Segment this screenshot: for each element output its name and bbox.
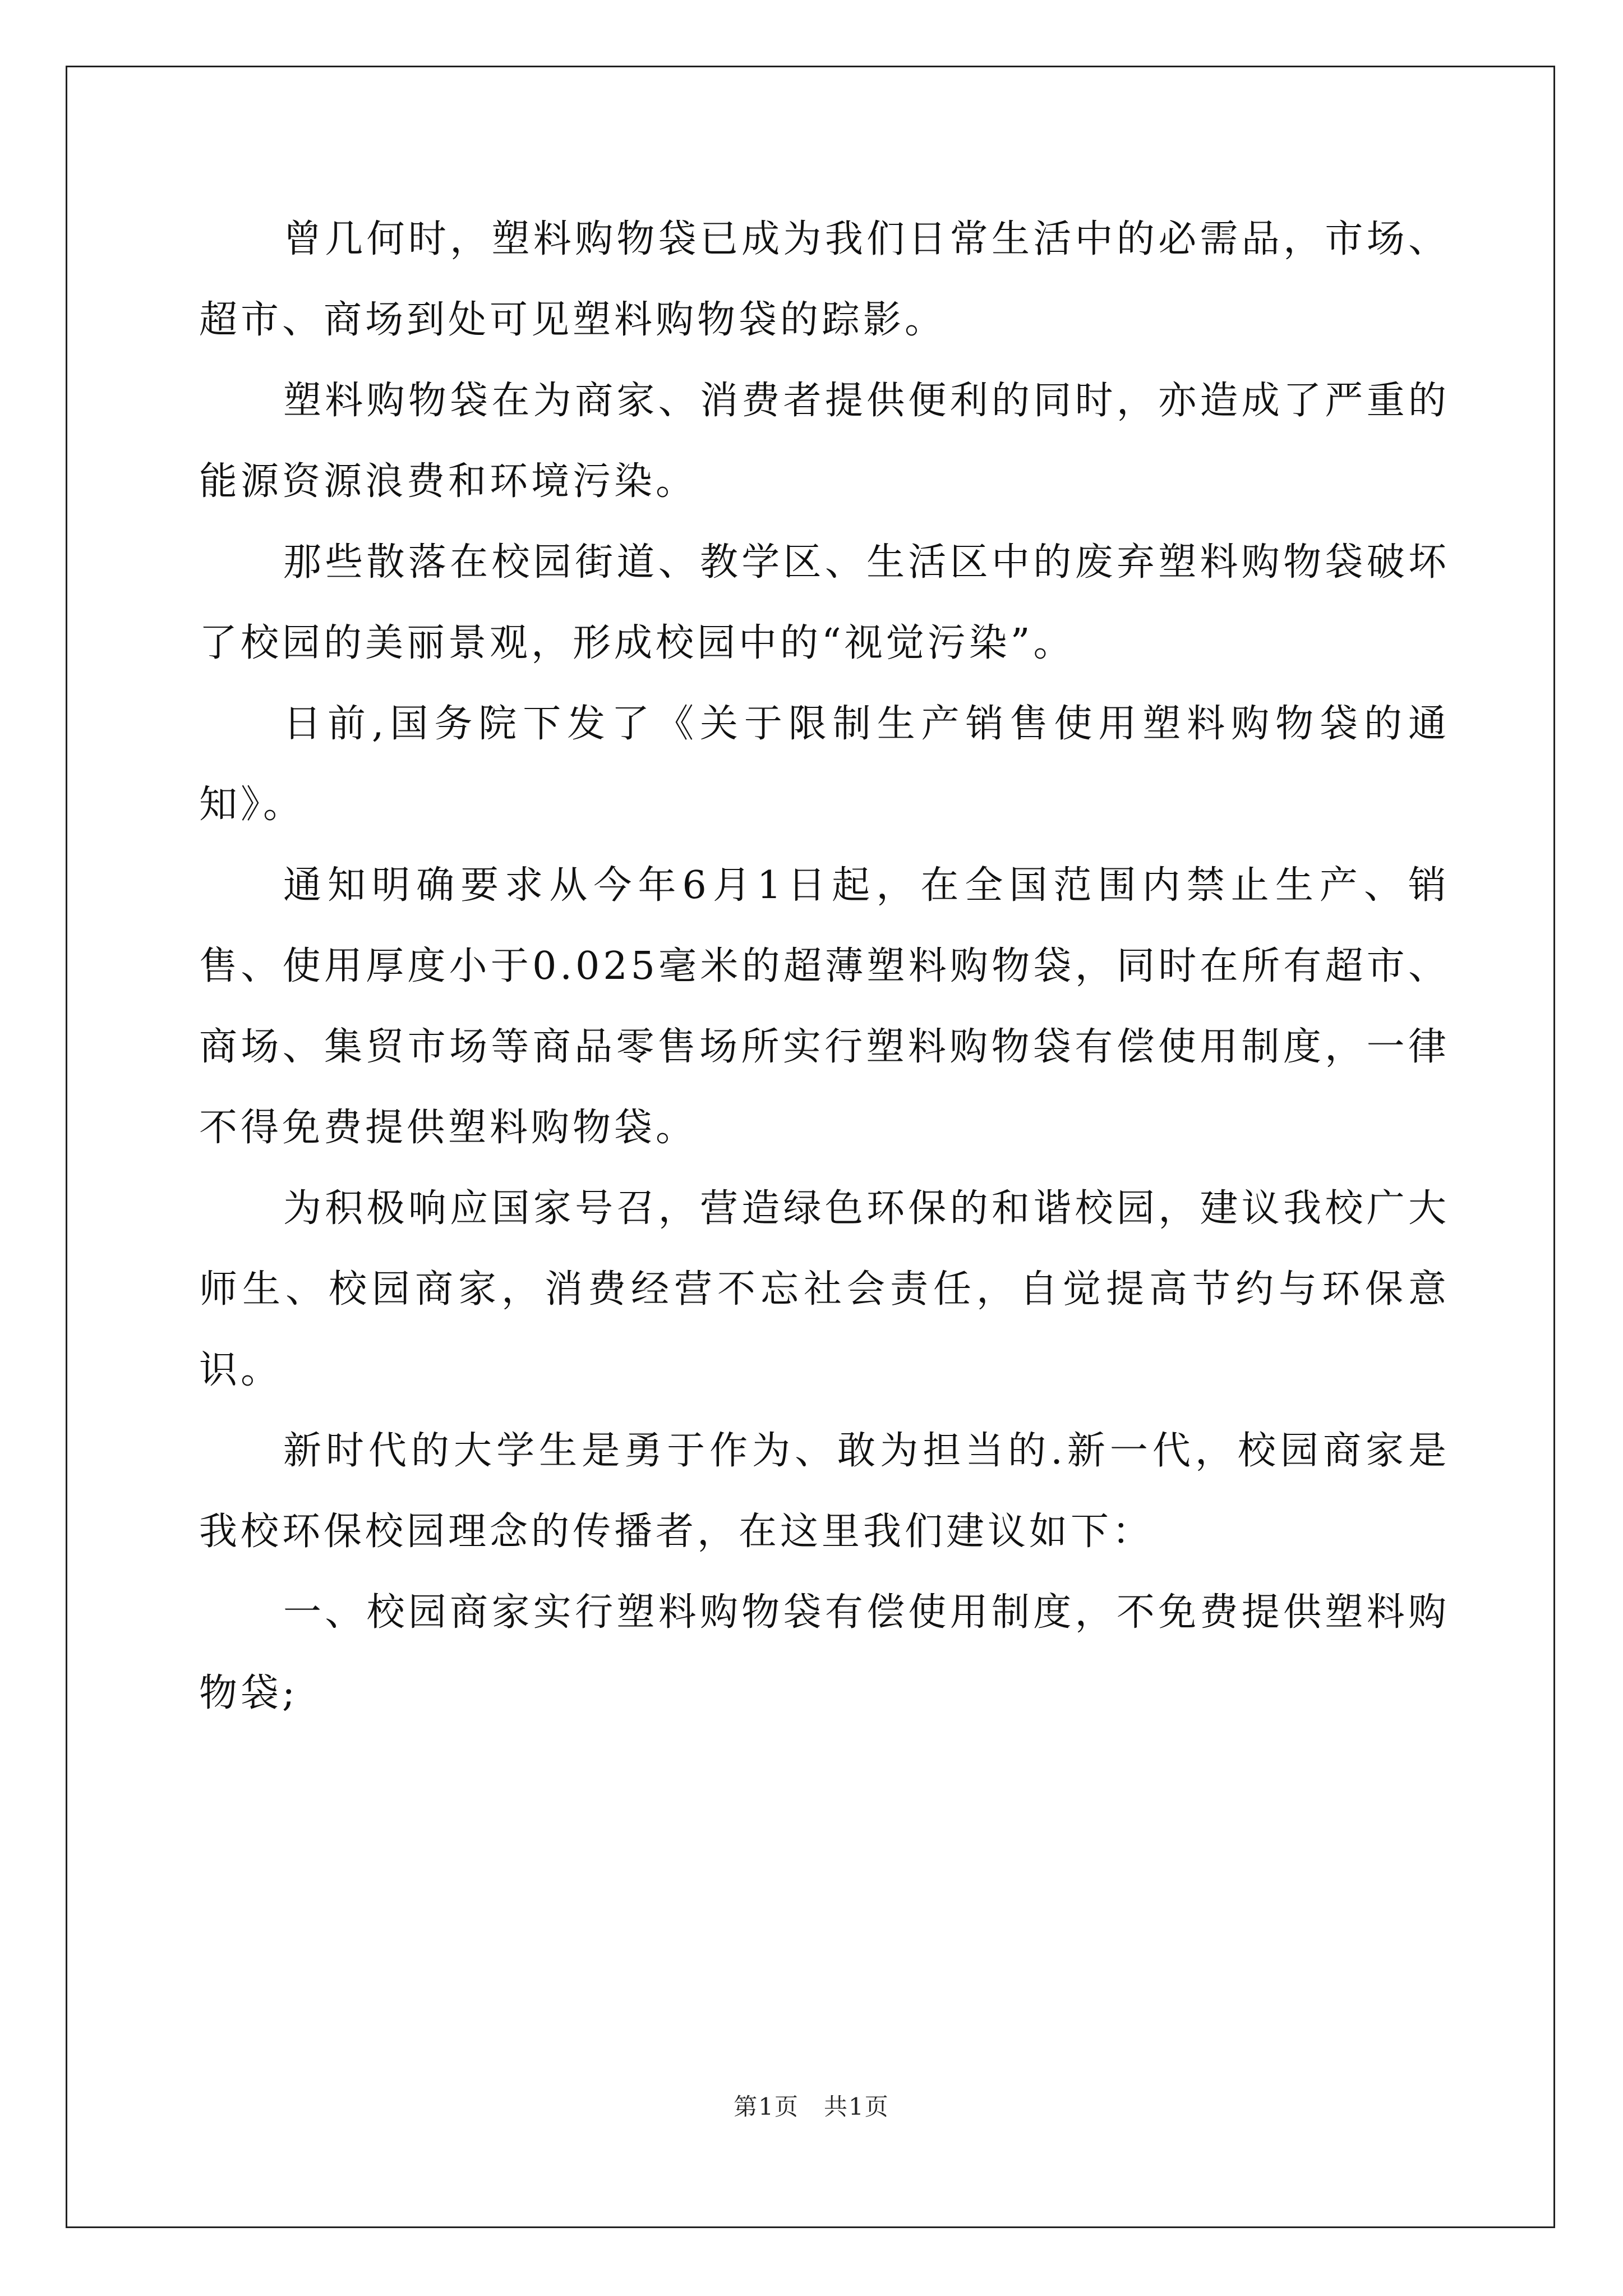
paragraph-3: 那些散落在校园街道、教学区、生活区中的废弃塑料购物袋破坏了校园的美丽景观，形成校园中的“视觉污染”。 <box>199 540 1450 665</box>
paragraph-2: 塑料购物袋在为商家、消费者提供便利的同时，亦造成了严重的能源资源浪费和环境污染。 <box>199 379 1450 504</box>
page-footer: 第1页 共1页 <box>734 2093 889 2120</box>
paragraph-7: 新时代的大学生是勇于作为、敢为担当的.新一代，校园商家是我校环保校园理念的传播者，在这里我们建议如下： <box>199 1429 1450 1554</box>
paragraph-5: 通知明确要求从今年6月1日起，在全国范围内禁止生产、销售、使用厚度小于0.025毫米的超薄塑料购物袋，同时在所有超市、商场、集贸市场等商品零售场所实行塑料购物袋有偿使用制度，一律不得免费提供塑料购物袋。 <box>199 863 1450 1150</box>
document-body <box>199 199 1450 1734</box>
paragraph-6: 为积极响应国家号召，营造绿色环保的和谐校园，建议我校广大师生、校园商家，消费经营不忘社会责任，自觉提高节约与环保意识。 <box>199 1186 1450 1392</box>
paragraph-8: 一、校园商家实行塑料购物袋有偿使用制度，不免费提供塑料购物袋; <box>199 1590 1450 1715</box>
paragraph-1: 曾几何时，塑料购物袋已成为我们日常生活中的必需品，市场、超市、商场到处可见塑料购物袋的踪影。 <box>199 217 1450 342</box>
paragraph-4: 日前,国务院下发了《关于限制生产销售使用塑料购物袋的通知》。 <box>199 702 1450 827</box>
